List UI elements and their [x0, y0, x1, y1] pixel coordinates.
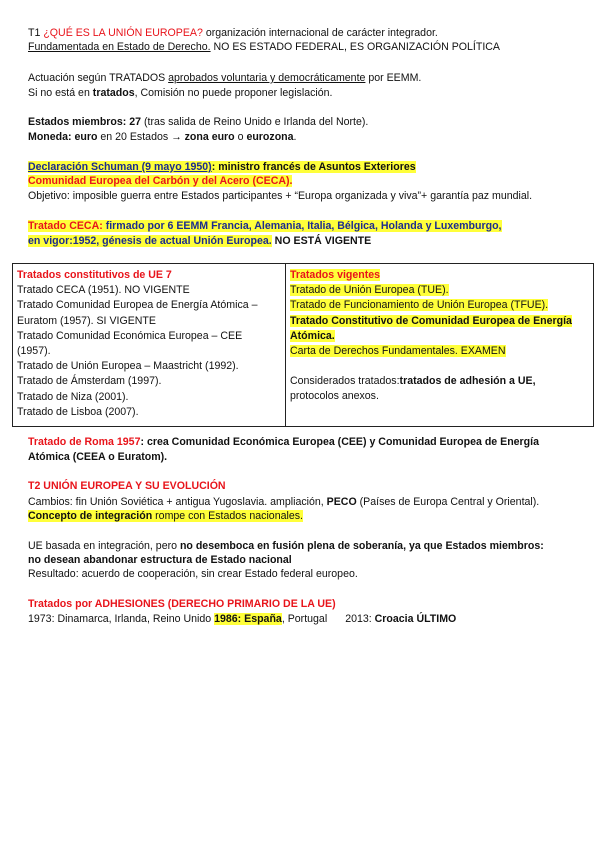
- schuman-line: [28, 161, 416, 174]
- roma-description-end: Atómica (CEEA o Euratom).: [28, 451, 168, 463]
- tratados-bold: tratados: [92, 87, 135, 99]
- roma-line-2: [28, 451, 167, 464]
- actuacion-line: [28, 72, 421, 85]
- ceca-not-vigente: NO ESTÁ VIGENTE: [271, 235, 372, 247]
- concepto-rest: rompe con Estados nacionales.: [152, 510, 303, 522]
- considerados-label: Considerados tratados:: [290, 375, 400, 388]
- actuacion-start: Actuación según TRATADOS: [28, 72, 169, 84]
- t1-description: organización internacional de carácter integrador.: [202, 27, 438, 39]
- adhesiones-title: Tratados por ADHESIONES (DERECHO PRIMARIO DE LA UE): [28, 598, 336, 610]
- actuacion-underlined: aprobados voluntaria y democráticamente: [168, 72, 366, 84]
- ceca-treaty-label: Tratado CECA:: [28, 220, 103, 232]
- peco: PECO: [326, 496, 357, 508]
- moneda-line: [28, 131, 296, 144]
- actuacion-end: por EEMM.: [365, 72, 422, 84]
- roma-label: Tratado de Roma 1957: [28, 436, 141, 448]
- roma-description: : crea Comunidad Económica Europea (CEE) y Comunidad Europea de Energía: [140, 436, 539, 448]
- ue-start: UE basada en integración, pero: [28, 540, 180, 552]
- adhesion-1986-espana: 1986: España: [214, 613, 282, 625]
- treaty-item: Tratado CECA (1951). NO VIGENTE: [17, 284, 190, 297]
- concepto-integracion: Concepto de integración: [28, 510, 153, 522]
- treaty-item: Tratado de Niza (2001).: [17, 390, 129, 403]
- considerados-bold: tratados de adhesión a UE,: [399, 375, 536, 388]
- constitutive-treaties-header: Tratados constitutivos de UE 7: [17, 269, 172, 281]
- cambios-end: (Países de Europa Central y Oriental).: [356, 496, 540, 508]
- objetivo-text: Objetivo: imposible guerra entre Estados participantes + “Europa organizada y viva”+ garantía paz mundial.: [28, 190, 533, 202]
- roma-line-1: [28, 436, 539, 449]
- treaty-item: Tratado de Unión Europea – Maastricht (1992).: [17, 360, 239, 373]
- tratados-start: Si no está en: [28, 87, 93, 99]
- ue-line-1: [28, 540, 544, 553]
- zona-euro: zona euro: [184, 131, 235, 143]
- ceca-community-line: [28, 175, 292, 188]
- fundamentada-underlined: Fundamentada en Estado de Derecho.: [28, 41, 211, 53]
- schuman-minister: : ministro francés de Asuntos Exteriores: [211, 161, 416, 173]
- t1-heading-line: [28, 27, 438, 40]
- treaty-item: Tratado Comunidad Económica Europea – CEE: [17, 329, 243, 342]
- treaty-item: Tratado Comunidad Europea de Energía Atómica –: [17, 299, 258, 312]
- adhesion-portugal: , Portugal: [281, 613, 328, 625]
- estados-detail: (tras salida de Reino Unido e Irlanda del Norte).: [141, 116, 369, 128]
- ceca-treaty-line-1: [28, 220, 502, 233]
- ue-line-2: no desean abandonar estructura de Estado nacional: [28, 554, 292, 566]
- ceca-community: Comunidad Europea del Carbón y del Acero (CECA).: [28, 175, 293, 187]
- moneda-end: .: [293, 131, 297, 143]
- vigente-item: Tratado de Unión Europea (TUE).: [290, 284, 449, 297]
- eurozona: eurozona: [246, 131, 294, 143]
- vigente-item-euratom-end: Atómica.: [290, 329, 335, 342]
- resultado-line: Resultado: acuerdo de cooperación, sin crear Estado federal europeo.: [28, 568, 358, 580]
- ceca-in-force: en vigor:1952, génesis de actual Unión Europea.: [28, 235, 272, 247]
- cambios-text: Cambios: fin Unión Soviética + antigua Yugoslavia. ampliación,: [28, 496, 327, 508]
- protocolos-anexos: protocolos anexos.: [290, 390, 379, 403]
- vigentes-header: Tratados vigentes: [290, 269, 381, 281]
- cambios-line: [28, 496, 539, 509]
- ceca-treaty-line-2: [28, 235, 371, 248]
- adhesiones-line: [28, 613, 456, 626]
- constitutive-treaties-cell: [13, 264, 286, 427]
- t2-title: T2 UNIÓN EUROPEA Y SU EVOLUCIÓN: [28, 480, 226, 492]
- treaty-item: (1957).: [17, 345, 51, 358]
- fundamentada-rest: NO ES ESTADO FEDERAL, ES ORGANIZACIÓN POLÍTICA: [210, 41, 500, 53]
- estados-label: Estados miembros: 27: [28, 116, 142, 128]
- moneda-mid: en 20 Estados →: [97, 131, 185, 143]
- vigente-item: Tratado de Funcionamiento de Unión Europea (TFUE).: [290, 299, 549, 312]
- concepto-line: [28, 510, 303, 523]
- adhesion-1973: 1973: Dinamarca, Irlanda, Reino Unido: [28, 613, 215, 625]
- vigentes-treaties-cell: [286, 264, 594, 427]
- moneda-or: o: [234, 131, 247, 143]
- treaty-item: Euratom (1957). SI VIGENTE: [17, 314, 156, 327]
- treaty-item: Tratado de Lisboa (2007).: [17, 405, 139, 418]
- adhesion-2013: 2013:: [345, 613, 375, 625]
- adhesion-croacia: Croacia ÚLTIMO: [374, 613, 457, 625]
- treaties-table: [12, 263, 594, 427]
- t1-prefix: T1: [28, 27, 41, 39]
- tratados-end: , Comisión no puede proponer legislación.: [134, 87, 333, 99]
- carta-derechos: Carta de Derechos Fundamentales. EXAMEN: [290, 345, 506, 358]
- schuman-declaration: Declaración Schuman (9 mayo 1950): [28, 161, 212, 173]
- moneda-label: Moneda:: [28, 131, 72, 143]
- objetivo-line: [28, 190, 532, 203]
- treaty-item: Tratado de Ámsterdam (1997).: [17, 375, 162, 388]
- moneda-euro: euro: [71, 131, 98, 143]
- tratados-line: [28, 87, 332, 100]
- ue-bold: no desemboca en fusión plena de soberanía, ya que Estados miembros:: [179, 540, 544, 552]
- vigente-item-euratom: Tratado Constitutivo de Comunidad Europea de Energía: [290, 314, 572, 327]
- t1-question: ¿QUÉ ES LA UNIÓN EUROPEA?: [43, 27, 203, 39]
- ceca-signatories: firmado por 6 EEMM Francia, Alemania, Italia, Bélgica, Holanda y Luxemburgo,: [102, 220, 502, 232]
- estados-line: [28, 116, 368, 129]
- fundamentada-line: [28, 41, 500, 54]
